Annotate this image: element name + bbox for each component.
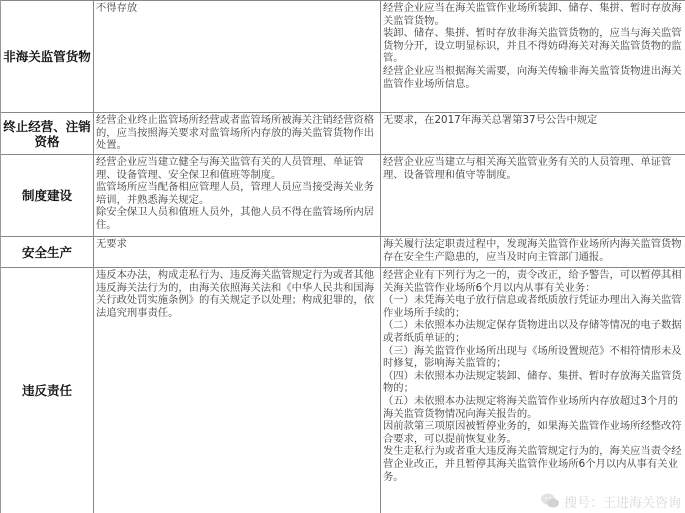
cell-paragraph: （四）未依照本办法规定装卸、储存、集拼、暂时存放海关监管货物的；: [383, 369, 682, 395]
cell-paragraph: 经营企业应当建立与相关海关监管业务有关的人员管理、单证管理、设备管理和值守等制度。: [383, 156, 672, 181]
new-rule-cell: [381, 268, 685, 513]
cell-paragraph: （二）未依照本办法规定保存货物进出以及存储等情况的电子数据或者纸质单证的；: [383, 319, 682, 344]
cell-paragraph: 除安全保卫人员和值班人员外，其他人员不得在监管场所内居住。: [96, 206, 375, 231]
row-category-cell: [1, 1, 94, 112]
watermark: [540, 491, 681, 511]
row-category: 安全生产: [21, 244, 72, 260]
cell-paragraph: 发生走私行为或者重大违反海关监管规定行为的，海关应当责令经营企业改正，并且暂停其海关监管作业场所6个月以内从事有关业务。: [383, 445, 682, 483]
cell-paragraph: 海关履行法定职责过程中，发现海关监管作业场所内海关监管货物存在安全生产隐患的，应当及时向主管部门通报。: [383, 238, 682, 263]
cell-paragraph: 因前款第三项原因被暂停业务的，如果海关监管作业场所经整改符合要求，可以提前恢复业务。: [383, 420, 682, 445]
table-row: [1, 237, 685, 268]
cell-paragraph: 经营企业应当在海关监管作业场所装卸、储存、集拼、暂时存放海关监管货物。: [383, 2, 682, 27]
new-rule-cell: [381, 113, 685, 154]
old-rule-cell: [94, 1, 381, 112]
row-category: 终止经营、注销资格: [3, 118, 91, 149]
cell-paragraph: 无要求: [96, 238, 127, 250]
old-rule-cell: [94, 237, 381, 267]
cell-paragraph: 经营企业有下列行为之一的，责令改正，给予警告，可以暂停其相关海关监管作业场所6个月以内从事有关业务：: [383, 269, 682, 294]
new-rule-cell: [381, 237, 685, 267]
cell-paragraph: 装卸、储存、集拼、暂时存放非海关监管货物的，应当与海关监管货物分开，设立明显标识，并且不得妨碍海关对海关监管货物的监管。: [383, 27, 682, 65]
cell-paragraph: 经营企业应当根据海关需要，向海关传输非海关监管货物进出海关监管作业场所信息。: [383, 64, 682, 90]
table-row: [1, 268, 685, 513]
cell-paragraph: （五）未依照本办法规定将海关监管作业场所内存放超过3个月的海关监管货物情况向海关报告的。: [383, 394, 678, 420]
row-category-cell: [1, 237, 94, 267]
row-category: 违反责任: [21, 383, 72, 398]
cell-paragraph: 无要求，在2017年海关总署第37号公告中规定: [383, 114, 598, 126]
cell-paragraph: （一）未凭海关电子放行信息或者纸质放行凭证办理出入海关监管作业场所手续的；: [383, 294, 682, 319]
table-row: [1, 113, 685, 155]
new-rule-cell: [381, 1, 685, 112]
row-category-cell: [1, 268, 94, 513]
old-rule-cell: [94, 155, 381, 236]
cell-paragraph: 不得存放: [96, 2, 138, 14]
cell-paragraph: 经营企业终止监管场所经营或者监管场所被海关注销经营资格的，应当按照海关要求对监管场所内存放的海关监管货物作出处置。: [96, 114, 375, 152]
old-rule-cell: [94, 268, 381, 513]
cell-paragraph: 违反本办法，构成走私行为、违反海关监管规定行为或者其他违反海关法行为的，由海关依照海关法和《中华人民共和国海关行政处罚实施条例》的有关规定予以处理；构成犯罪的，依法追究刑事责任。: [96, 269, 375, 319]
new-rule-cell: [381, 155, 685, 236]
table-row: [1, 155, 685, 237]
cell-paragraph: （三）海关监管作业场所出现与《场所设置规范》不相符情形未及时修复，影响海关监管的；: [383, 344, 682, 370]
watermark-text: 搜号：王进海关咨询: [563, 495, 681, 511]
cell-paragraph: 监管场所应当配备相应管理人员，管理人员应当接受海关业务培训，并熟悉海关规定。: [96, 181, 375, 206]
row-category-cell: [1, 155, 94, 236]
row-category: 制度建设: [21, 188, 72, 203]
row-category: 非海关监管货物: [3, 49, 91, 64]
wechat-icon: [540, 491, 560, 511]
table-row: [1, 0, 685, 113]
old-rule-cell: [94, 113, 381, 154]
cell-paragraph: 经营企业应当建立健全与海关监管有关的人员管理、单证管理、设备管理、安全保卫和值班等制度。: [96, 156, 364, 181]
row-category-cell: [1, 113, 94, 154]
